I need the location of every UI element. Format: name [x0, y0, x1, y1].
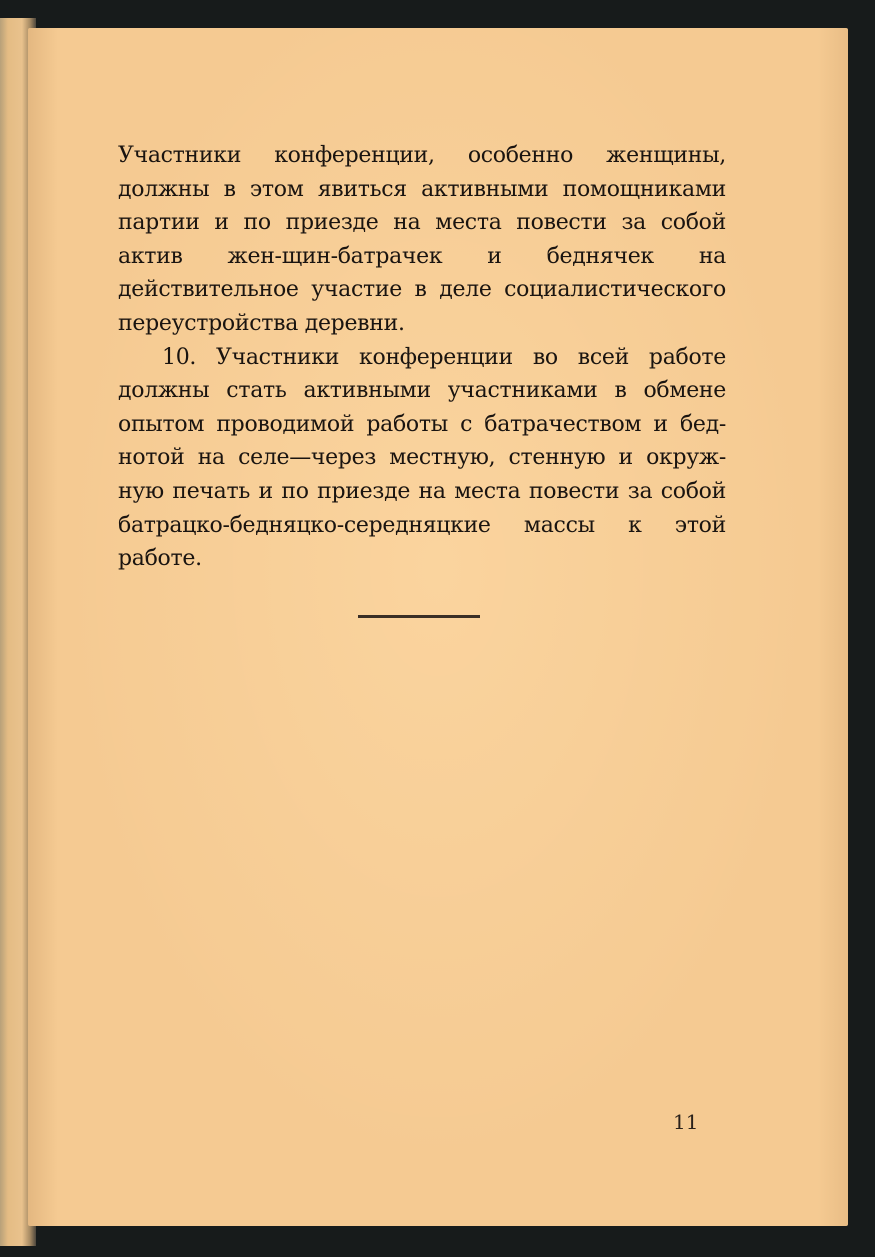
paragraph-2: 10. Участники конференции во всей работе должны стать активными участниками в обмене опытом проводимой работы с батрачеством и бед-нотой на селе—через местную, стенную и окруж-ную печать и по приезде на места повести за собой батрацко-бедняцко-середняцкие массы к этой работе.: [118, 344, 726, 572]
book-page: [28, 28, 848, 1226]
page-number: 11: [673, 1110, 699, 1134]
paragraph-1: Участники конференции, особенно женщины, должны в этом явиться активными помощниками партии и по приезде на места повести за собой актив жен-щин-батрачек и беднячек на действительное участие в деле социалистического переустройства деревни.: [118, 143, 726, 336]
section-divider: [358, 615, 480, 618]
body-text: [118, 139, 726, 576]
